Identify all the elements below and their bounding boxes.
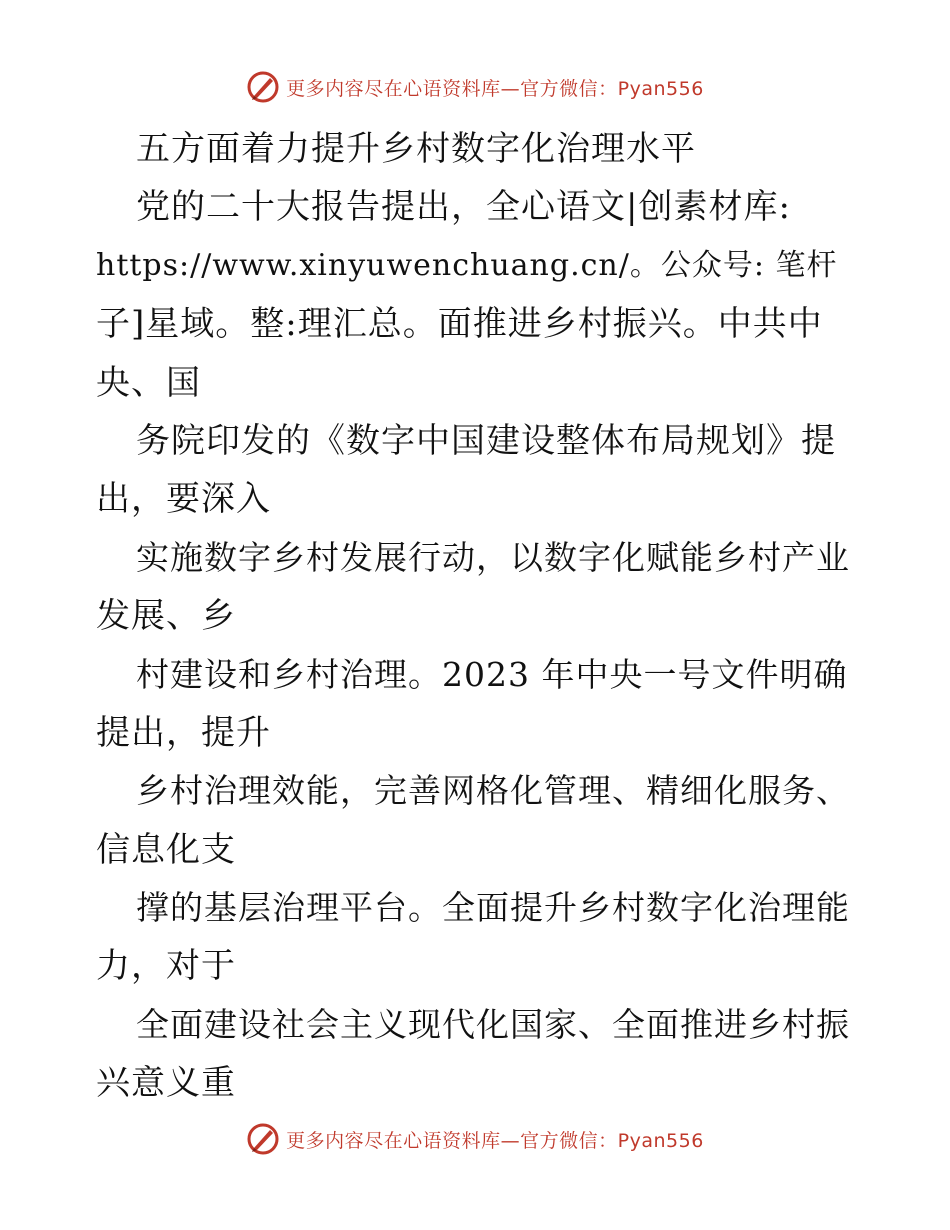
text-line: https://www.xinyuwenchuang.cn/。公众号: 笔杆: [96, 247, 838, 283]
quill-pen-logo-icon: [246, 1122, 280, 1156]
text-line: 出，要深入: [96, 479, 271, 520]
text-line: 乡村治理效能，完善网格化管理、精细化服务、: [136, 771, 850, 811]
header-banner: [0, 70, 950, 104]
document-body: [96, 120, 856, 1113]
text-line: 力，对于: [96, 946, 236, 987]
quill-pen-logo-icon: [246, 70, 280, 104]
text-line: 实施数字乡村发展行动，以数字化赋能乡村产业: [136, 537, 850, 577]
text-line: 五方面着力提升乡村数字化治理水平: [136, 129, 696, 169]
text-line: 务院印发的《数字中国建设整体布局规划》提: [136, 420, 836, 461]
header-banner-text: 更多内容尽在心语资料库—官方微信：Pyan556: [286, 77, 704, 100]
text-line: 党的二十大报告提出，全心语文|创素材库:: [136, 187, 791, 228]
text-line: 兴意义重: [96, 1063, 236, 1104]
text-line: 信息化支: [96, 829, 236, 870]
text-line: 央、国: [96, 362, 201, 403]
text-line: 撑的基层治理平台。全面提升乡村数字化治理能: [136, 888, 850, 928]
text-line: 子]星域。整:理汇总。面推进乡村振兴。中共中: [96, 304, 823, 345]
text-line: 提出，提升: [96, 712, 271, 753]
footer-banner: [0, 1122, 950, 1156]
text-line: 村建设和乡村治理。2023 年中央一号文件明确: [136, 654, 848, 694]
footer-banner-text: 更多内容尽在心语资料库—官方微信：Pyan556: [286, 1129, 704, 1152]
text-line: 全面建设社会主义现代化国家、全面推进乡村振: [136, 1004, 850, 1044]
text-line: 发展、乡: [96, 596, 236, 637]
